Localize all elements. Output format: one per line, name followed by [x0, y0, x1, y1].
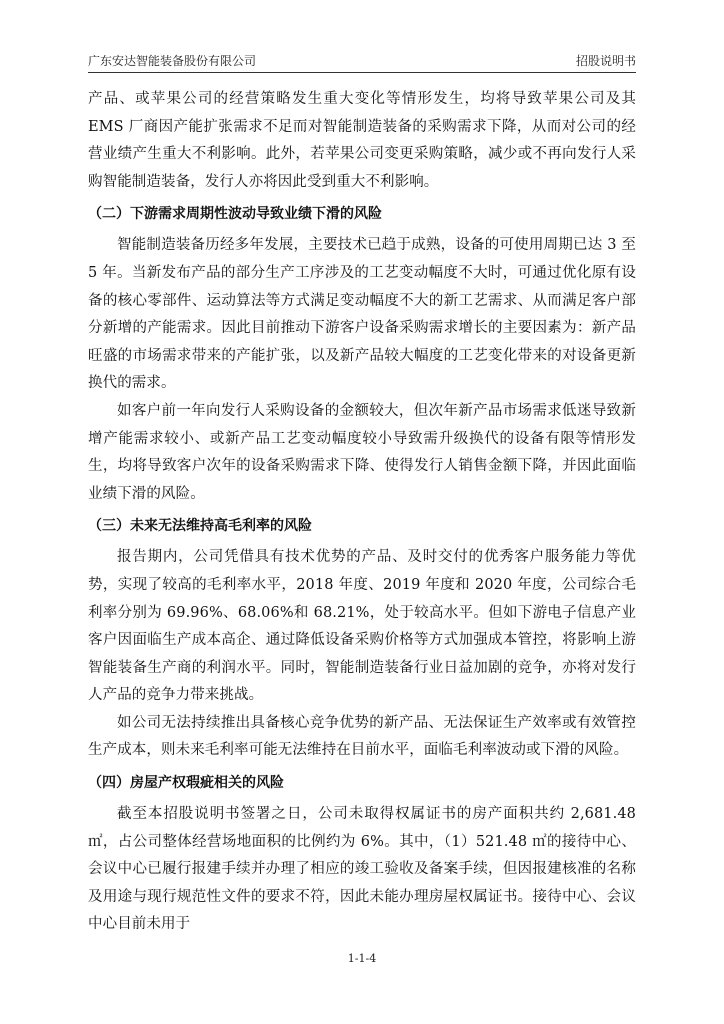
section-heading-4: （四）房屋产权瑕疵相关的风险 — [88, 775, 284, 792]
paragraph: 截至本招股说明书签署之日，公司未取得权属证书的房产面积共约 2,681.48 ㎡，占公司整体经营场地面积的比例约为 6%。其中，（1）521.48 ㎡的接待中心、会议中心已履行报建手续并办理了相应的竣工验收及备案手续，但因报建核准的名称及用途与现行规范性文件的要求不符，因此未能办理房屋权属证书。接待中心、会议中心目前未用于 — [88, 806, 636, 933]
company-name: 广东安达智能装备股份有限公司 — [88, 54, 257, 68]
section-heading-3: （三）未来无法维持高毛利率的风险 — [88, 518, 312, 535]
paragraph-continued: 产品、或苹果公司的经营策略发生重大变化等情形发生，均将导致苹果公司及其 EMS 厂商因产能扩张需求不足而对智能制造装备的采购需求下降，从而对公司的经营业绩产生重大不利影响。此外，若苹果公司变更采购策略，减少或不再向发行人采购智能制造装备，发行人亦将因此受到重大不利影响。 — [88, 91, 636, 190]
paragraph: 如客户前一年向发行人采购设备的金额较大，但次年新产品市场需求低迷导致新增产能需求较小、或新产品工艺变动幅度较小导致需升级换代的设备有限等情形发生，均将导致客户次年的设备采购需求下降、使得发行人销售金额下降，并因此面临业绩下滑的风险。 — [88, 402, 636, 502]
section-heading-2: （二）下游需求周期性波动导致业绩下滑的风险 — [88, 206, 382, 223]
paragraph: 报告期内，公司凭借具有技术优势的产品、及时交付的优秀客户服务能力等优势，实现了较高的毛利率水平，2018 年度、2019 年度和 2020 年度，公司综合毛利率分别为 69.96%、68.06%和 68.21%，处于较高水平。但如下游电子信息产业客户因面临生产成本高企、通过降低设备采购价格等方式加强成本管控，将影响上游智能装备生产商的利润水平。同时，智能制造装备行业日益加剧的竞争，亦将对发行人产品的竞争力带来挑战。 — [88, 549, 636, 704]
paragraph: 智能制造装备历经多年发展，主要技术已趋于成熟，设备的可使用周期已达 3 至 5 年。当新发布产品的部分生产工序涉及的工艺变动幅度不大时，可通过优化原有设备的核心零部件、运动算法等方式满足变动幅度不大的新工艺需求、从而满足客户部分新增的产能需求。因此目前推动下游客户设备采购需求增长的主要因素为：新产品旺盛的市场需求带来的产能扩张，以及新产品较大幅度的工艺变化带来的对设备更新换代的需求。 — [88, 237, 636, 392]
page-number: 1-1-4 — [347, 952, 377, 965]
document-type: 招股说明书 — [575, 54, 636, 68]
paragraph: 如公司无法持续推出具备核心竞争优势的新产品、无法保证生产效率或有效管控生产成本，则未来毛利率可能无法维持在目前水平，面临毛利率波动或下滑的风险。 — [88, 714, 636, 759]
main-content — [88, 86, 636, 939]
page-header — [88, 50, 636, 73]
